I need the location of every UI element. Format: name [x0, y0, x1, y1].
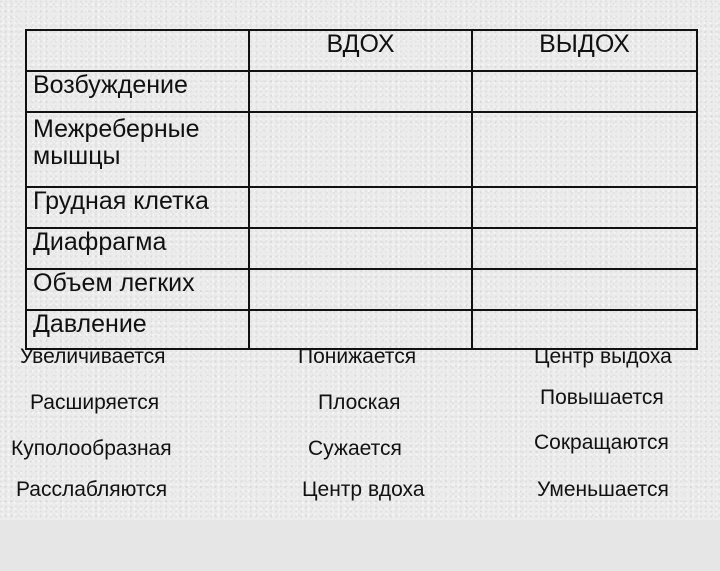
row-label: Грудная клетка — [26, 187, 249, 228]
exhale-answer-cell[interactable] — [472, 187, 697, 228]
exhale-answer-cell[interactable] — [472, 71, 697, 112]
answer-option[interactable]: Повышается — [540, 386, 664, 409]
inhale-answer-cell[interactable] — [249, 228, 472, 269]
row-label: Межреберные мышцы — [26, 112, 249, 187]
answer-option[interactable]: Понижается — [298, 345, 417, 368]
row-label: Диафрагма — [26, 228, 249, 269]
answer-option[interactable]: Куполообразная — [11, 437, 172, 460]
answer-option[interactable]: Расширяется — [30, 391, 160, 414]
answer-option[interactable]: Сужается — [308, 437, 402, 460]
table-row — [26, 269, 697, 310]
exhale-answer-cell[interactable] — [472, 228, 697, 269]
exhale-answer-cell[interactable] — [472, 269, 697, 310]
answer-option[interactable]: Центр вдоха — [302, 478, 425, 501]
table-row — [26, 112, 697, 187]
bottom-margin — [0, 520, 720, 571]
inhale-answer-cell[interactable] — [249, 112, 472, 187]
answer-option[interactable]: Сокращаются — [534, 431, 669, 454]
inhale-answer-cell[interactable] — [249, 71, 472, 112]
table-header-row — [26, 30, 697, 71]
exhale-answer-cell[interactable] — [472, 112, 697, 187]
inhale-answer-cell[interactable] — [249, 269, 472, 310]
header-inhale: ВДОХ — [249, 30, 472, 71]
answer-option[interactable]: Центр выдоха — [534, 345, 672, 368]
table-row — [26, 310, 697, 349]
exhale-answer-cell[interactable] — [472, 310, 697, 349]
answer-option[interactable]: Плоская — [318, 391, 401, 414]
row-label: Давление — [26, 310, 249, 349]
header-empty-cell — [26, 30, 249, 71]
answer-option[interactable]: Уменьшается — [537, 478, 669, 501]
inhale-answer-cell[interactable] — [249, 187, 472, 228]
table-row — [26, 187, 697, 228]
header-exhale: ВЫДОХ — [472, 30, 697, 71]
row-label: Объем легких — [26, 269, 249, 310]
table-row — [26, 228, 697, 269]
answer-option[interactable]: Расслабляются — [16, 478, 168, 501]
row-label: Возбуждение — [26, 71, 249, 112]
table-row — [26, 71, 697, 112]
answer-option[interactable]: Увеличивается — [20, 345, 166, 368]
breathing-table — [25, 29, 698, 350]
inhale-answer-cell[interactable] — [249, 310, 472, 349]
